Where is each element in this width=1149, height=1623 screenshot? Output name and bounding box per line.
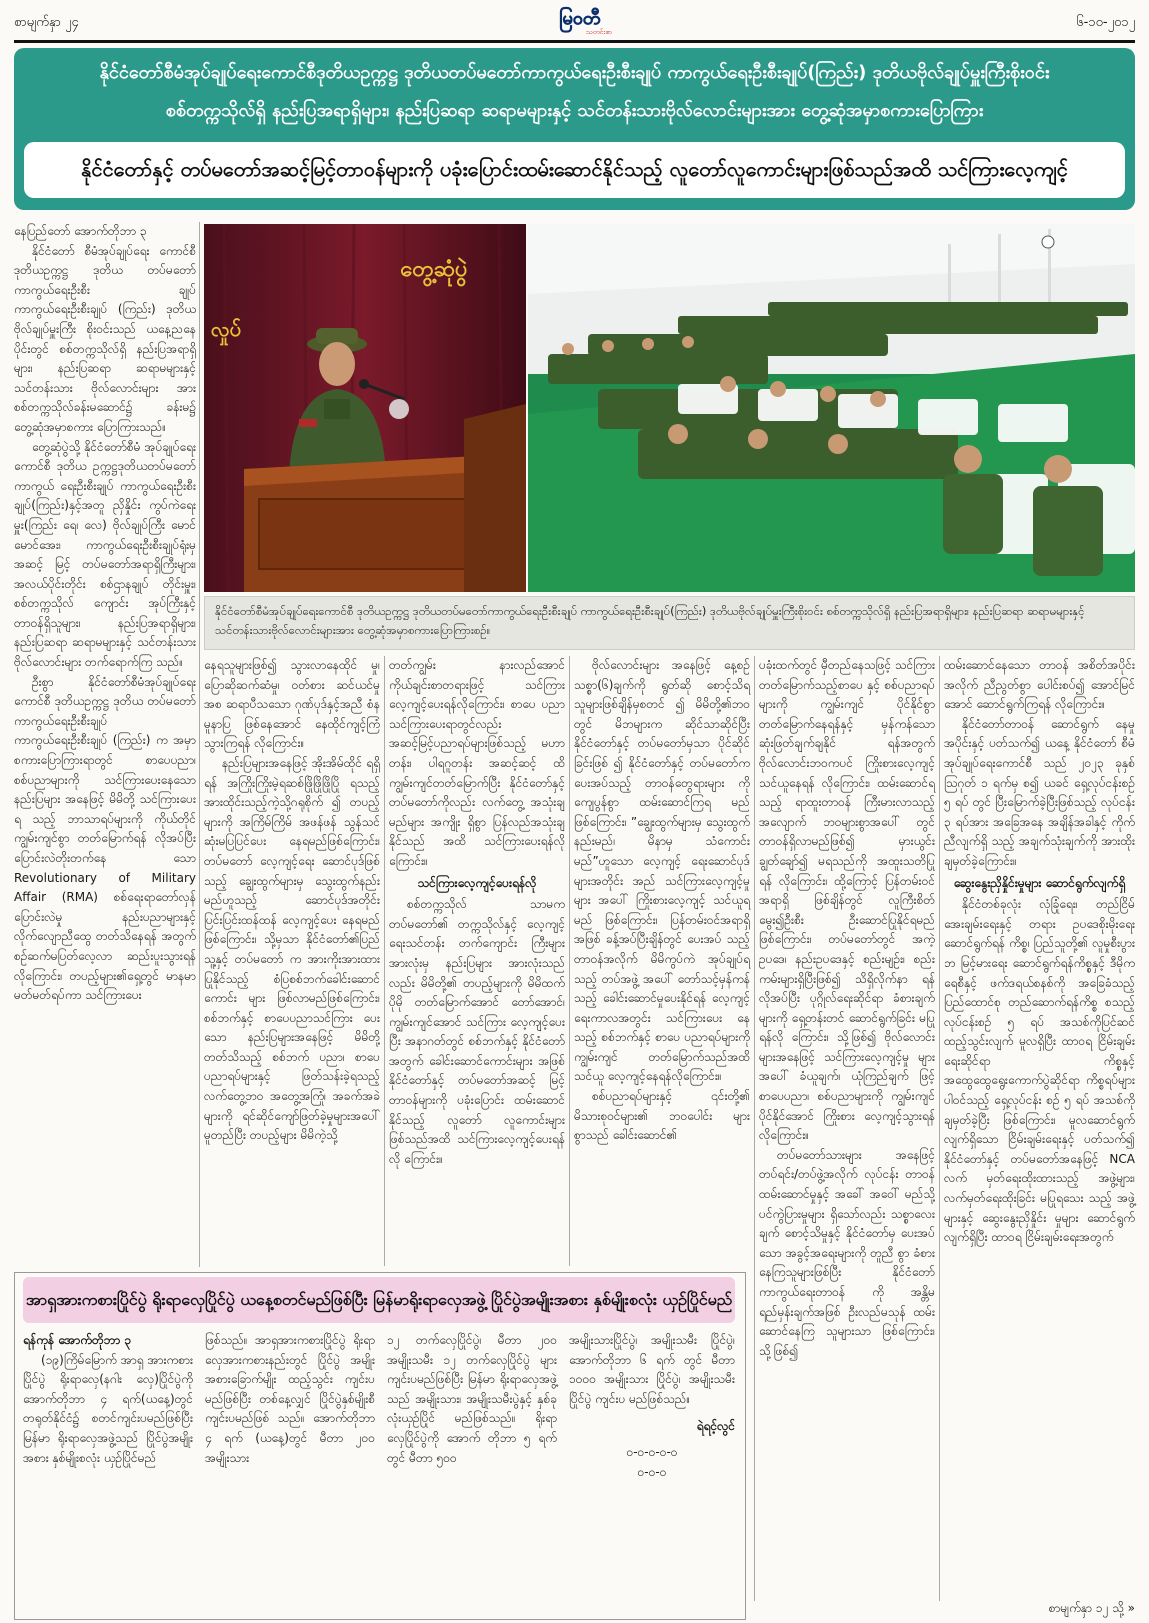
article-paragraph: နိုင်ငံတော် စီမံအုပ်ချုပ်ရေး ကောင်စီ ဒုတိယဥက္ကဋ္ဌ ဒုတိယ တပ်မတော် ကာကွယ်ရေးဦးစီး ချုပ် ကာကွယ်ရေးဦးစီးချုပ် (ကြည်း) ဒုတိယဗိုလ်ချုပ်မှူးကြီး စိုးဝင်းသည် ယနေ့ညနေပိုင်းတွင် စစ်တက္ကသိုလ်ရှိ နည်းပြအရာရှိ များ၊ နည်းပြဆရာ ဆရာမများနှင့် သင်တန်းသား ဗိုလ်လောင်းများ အား စစ်တက္ကသိုလ်ခန်းမဆောင်၌ ခန်းမ၌ တွေ့ဆုံအမှာစကား ပြောကြားသည်။: [14, 243, 196, 434]
page-number: စာမျက်နှာ ၂၄: [14, 15, 79, 30]
boat-race-article-box: [14, 1272, 746, 1620]
boat-race-dateline: ရန်ကုန် အောက်တိုဘာ ၃: [23, 1333, 132, 1347]
boat-race-paragraph: ၁၂ တက်လှေပြိုင်ပွဲ၊ မီတာ ၂၀၀ အမျိုးသမီး ၁၂ တက်လှေပြိုင်ပွဲ များ ကျင်းပမည်ဖြစ်ပြီး မြန်မာ ရိုးရာလှေအဖွဲ့သည် အမျိုးသား၊ အမျိုးသမီးပွဲနှင့် နှစ်ခုလုံးယှဉ်ပြိုင် မည်ဖြစ်သည်။ ရိုးရာလှေပြိုင်ပွဲကို အောက် တိုဘာ ၅ ရက်တွင် မီတာ ၅၀၀: [387, 1333, 557, 1465]
article-paragraph: နည်းပြများအနေဖြင့် အိုးအိမ်ထိုင် ရရှိရန် အကြိုးကြိုးမဲ့ရဆစ်ဖြိုဖြိုဖြိုပြို ရသည့် အားထိုင်းသည့်ကဲ့သို့ဂရုစိုက် ၍ တပည့်များကို အကြိမ်ကြိမ် အဖန်ဖန် သွန်သင်ဆုံးမပြပြင်ပေး နေရမည်ဖြစ်ကြောင်း၊ တပ်မတော် လေ့ကျင့်ရေး ဆောင်ပုဒ်ဖြစ်သည့် ချွေးထွက်များမှ သွေးထွက်နည်း မည်ဟူသည့် ဆောင်ပုဒ်အတိုင်း ပြင်းပြင်းထန်ထန် လေ့ကျင့်ပေး နေရမည်ဖြစ်ကြောင်း၊ သို့မှသာ နိုင်ငံတော်၏ပြည်သူ့နှင့် တပ်မတော် က အားကိုးအားထားပြုနိုင်သည့် စံပြစစ်ဘက်ခေါင်းဆောင်ကောင်း များ ဖြစ်လာမည်ဖြစ်ကြောင်း၊ စစ်ဘက်နှင့် စာပေပညာသင်ကြား ပေးသော နည်းပြများအနေဖြင့် မိမိတို့ တတ်သိသည့် စစ်ဘက် ပညာ၊ စာပေပညာရပ်များနှင့် ဖြတ်သန်းခဲ့ရသည့် လက်တွေ့ဘဝ အတွေ့အကြုံ၊ အခက်အခဲများကို ရင်ဆိုင်ကျော်ဖြတ်ခဲ့မှုများအပေါ် မူတည်ပြီး တပည့်များ မိမိကဲ့သို့: [204, 755, 380, 1143]
article-paragraph: ဗိုလ်လောင်းများ အနေဖြင့် နေ့စဉ် သစ္စာ(၆)ချက်ကို ရွတ်ဆို စောင့်သိရသူများဖြစ်ချိန်မှစတင် ၍ မိမိတို့၏ဘဝတွင် မိဘများက ဆိုင်သာဆိုင်ပြီး နိုင်ငံတော်နှင့် တပ်မတော်မှသာ ပိုင်ဆိုင်ခြင်းဖြစ် ၍ နိုင်ငံတော်နှင့် တပ်မတော်က ပေးအပ်သည့် တာဝန်တွေရားများ ကို ကျေပွန်စွာ ထမ်းဆောင်ကြရ မည်ဖြစ်ကြောင်း၊ ”ချွေးထွက်များမှ သွေးထွက်နည်းမည်၊ မိနာမှ သံကောင်းမည်”ဟူသော လေ့ကျင့် ရေးဆောင်ပုဒ်များအတိုင်း အည် သင်ကြားလေ့ကျင့်မှုများ အပေါ် ကြိုးစားလေ့ကျင့် သင်ယူရမည် ဖြစ်ကြောင်း၊ ပြန်တမ်းဝင်အရာရှိ အဖြစ် ခန့်အပ်ပြီးချိန်တွင် ပေးအပ် သည့်တာဝန်အလိုက် မိမိကွပ်ကဲ အုပ်ချုပ်ရသည့် တပ်အဖွဲ့ အပေါ် တော်သင့်မှန်ကန်သည့် ခေါင်းဆောင်မှုပေးနိုင်ရန် လေ့ကျင့် ရေးကာလအတွင်း သင်ကြားပေး နေသည့် စစ်ဘက်နှင့် စာပေ ပညာရပ်များကို ကျွမ်းကျင် တတ်မြောက်သည်အထိ သင်ယူ လေ့ကျင့်နေရန်လိုကြောင်း။: [574, 658, 750, 1084]
article-paragraph: စစ်တက္ကသိုလ် သာမက တပ်မတော်၏ တက္ကသိုလ်နှင့် လေ့ကျင့်ရေးသင်တန်း တက်ကျောင်း ကြီးများအားလုံးမှ နည်းပြများ အားလုံးသည်လည်း မိမိတို့၏ တပည့်များကို မိမိထက် ပိုမို တတ်မြောက်အောင် တော်အောင်၊ ကျွမ်းကျင်အောင် သင်ကြား လေ့ကျင့်ပေးပြီး အနာဂတ်တွင် စစ်ဘက်နှင့် နိုင်ငံတော်အတွက် ခေါင်းဆောင်ကောင်းများ အဖြစ် နိုင်ငံတော်နှင့် တပ်မတော်အဆင့် မြင့်တာဝန်များကို ပခုံးပြောင်း ထမ်းဆောင်နိုင်သည့် လူတော် လူကောင်းများ ဖြစ်သည်အထိ သင်ကြားလေ့ကျင့်ပေးရန် လို ကြောင်း။: [389, 897, 565, 1166]
article-paragraph: တပ်မတော်သားများ အနေဖြင့် တပ်ရင်း/တပ်ဖွဲ့အလိုက် လုပ်ငန်း တာဝန် ထမ်းဆောင်မှုနှင့် အခေါ် အဝေါ် မည်သို့ပင်ကွဲပြားမှုများ ရှိသော်လည်း သစ္စာလေးချက် စောင့်သိမှုနှင့် နိုင်ငံတော်မှ ပေးအပ် သော အခွင့်အရေးများကို တူညီ စွာ ခံစားနေကြသူများဖြစ်ပြီး နိုင်ငံတော် ကာကွယ်ရေးတာဝန် ကို အန္တိမ ရည်မှန်းချက်အဖြစ် ဦးလည်မသုန် ထမ်းဆောင်နေကြ သူများသာ ဖြစ်ကြောင်း၊ သို့ဖြစ်၍: [759, 1147, 935, 1358]
boat-race-byline: ရဲရင့်လွင်: [696, 1419, 735, 1434]
article-column-2: [204, 656, 380, 1146]
article-paragraph: ဦးစွာ နိုင်ငံတော်စီမံအုပ်ချုပ်ရေး ကောင်စီ ဒုတိယဥက္ကဋ္ဌ ဒုတိယ တပ်မတော် ကာကွယ်ရေးဦးစီးချုပ် ကာကွယ်ရေးဦးစီးချုပ် (ကြည်း) က အမှာစကားပြောကြားရာတွင် စာပေပညာ၊ စစ်ပညာများကို သင်ကြားပေးနေသော နည်းပြများ အနေဖြင့် မိမိတို့ သင်ကြားပေးရ သည့် ဘာသာရပ်များကို ကိုယ်တိုင် ကျွမ်းကျင်စွာ တတ်မြောက်ရန် လိုအပ်ပြီး ပြောင်းလဲတိုးတက်နေ သော Revolutionary of Military Affair (RMA) စစ်ရေးရာတော်လှန် ပြောင်းလဲမှု နည်းပညာများနှင့် လိုက်လျောညီထွေ တတ်သိနေရန် အတွက် စဉ်ဆက်မပြတ်လေ့လာ ဆည်းပူးသွားရန် လိုကြောင်း၊ တပည့်များ၏ရှေ့တွင် မာနမာ မတ်မတ်ရပ်ကာ သင်ကြားပေး: [14, 674, 196, 1003]
article-paragraph: နေရသူများဖြစ်၍ သွားလာနေထိုင် မှု၊ ပြောဆိုဆက်ဆံမှု၊ ဝတ်စား ဆင်ယင်မှုအစ ဆရာပီသသော ဂုဏ်ပုဒ်နှင့်အညီ စံနမူနာပြ ဖြစ်နေအောင် နေထိုင်ကျင့်ကြံ သွားကြရန် လိုကြောင်း။: [204, 658, 380, 751]
article-column-5: [759, 656, 935, 1361]
boat-race-column-1: [23, 1331, 193, 1468]
subheadline-box: [24, 142, 1125, 198]
article-column-1: [14, 222, 196, 1006]
article-column-4: [574, 656, 750, 1146]
issue-date: ၆-၁၀-၂၀၁၂: [1076, 15, 1135, 30]
column-rule: [569, 656, 570, 1266]
masthead-rule: [14, 40, 1135, 43]
headline-line-1: နိုင်ငံတော်စီမံအုပ်ချုပ်ရေးကောင်စီဒုတိယဥက္ကဋ္ဌ ဒုတိယတပ်မတော်ကာကွယ်ရေးဦးစီးချုပ် ကာကွယ်ရေးဦးစီးချုပ်(ကြည်း) ဒုတိယဗိုလ်ချုပ်မှူးကြီးစိုးဝင်း: [99, 62, 1050, 83]
ornament-divider: ၀-၀-၀-၀-၀: [626, 1444, 678, 1459]
logo-text: မြဝတီ: [559, 8, 601, 29]
ornament-divider-2: ၀-၀-၀: [637, 1464, 667, 1479]
photo-audience-hall: [528, 224, 1135, 592]
article-paragraph: စစ်ပညာရပ်များနှင့် ၎င်းတို့၏ မိသားစုဝင်များ၏ ဘဝပေါင်း များစွာသည် ခေါင်းဆောင်၏: [574, 1089, 750, 1143]
newspaper-logo: [519, 4, 641, 36]
banner-sign-text: တွေ့ဆုံပွဲ: [400, 257, 468, 282]
article-subheading: သင်ကြားလေ့ကျင့်ပေးရန်လို: [417, 875, 537, 890]
headline-banner: [14, 48, 1135, 210]
boat-race-paragraph: (၁၉)ကြိမ်မြောက် အာရှ အားကစားပြိုင်ပွဲ ရိုးရာလှေ(နဂါး လှေ)ပြိုင်ပွဲကို အောက်တိုဘာ ၄ ရက်(ယနေ့)တွင် တရုတ်နိုင်ငံ၌ စတင်ကျင်းပမည်ဖြစ်ပြီး မြန်မာ ရိုးရာလှေအဖွဲ့သည် ပြိုင်ပွဲအမျိုး အစား နှစ်မျိုးစလုံး ယှဉ်ပြိုင်မည်: [23, 1352, 193, 1465]
logo-sub: သတင်းစာ: [585, 28, 613, 36]
column-rule: [384, 656, 385, 1266]
article-column-3: [389, 656, 565, 1169]
article-paragraph: ပခုံးထက်တွင် မှီတည်နေသဖြင့် သင်ကြားတတ်မြောက်သည့်စာပေ နှင့် စစ်ပညာရပ်များကို ကျွမ်းကျင် ပိုင်နိုင်စွာ တတ်မြောက်နေရန်နှင့် မှန်ကန်သော ဆုံးဖြတ်ချက်ချနိုင် ရန်အတွက် ဗိုလ်လောင်းဘဝကပင် ကြိုးစားလေ့ကျင့် သင်ယူနေရန် လိုကြောင်း၊ ထမ်းဆောင်ရသည့် ရာထူးတာဝန် ကြီးမားလာသည့် အလျောက် ဘဝများစွာအပေါ် တွင် တာဝန်ရှိလာမည်ဖြစ်၍ မှားယွင်းချွတ်ချော်၍ မရသည်ကို အထူးသတိပြုရန် လိုကြောင်း၊ ထို့ကြောင့် ပြန်တမ်းဝင်အရာရှိ ဖြစ်ချိန်တွင် လူကြီးစိတ်မွေး၍ဦးစီး ဦးဆောင်ပြုနိုင်ရမည်ဖြစ်ကြောင်း၊ တပ်မတော်တွင် အကဲ့ဥပဒေ၊ နည်းဥပဒေနှင့် စည်းမျဉ်း၊ စည်း ကမ်းများရှိပြီးဖြစ်၍ သိရှိလိုက်နာ ရန် လိုအပ်ပြီး ပုဂ္ဂိုလ်ရေးဆိုင်ရာ ခံစားချက်များကို ရှေ့တန်းတင် ဆောင်ရွက်ခြင်း မပြုရန်လို ကြောင်း၊ သို့ဖြစ်၍ ဗိုလ်လောင်း များအနေဖြင့် သင်ကြားလေ့ကျင့်မှု များအပေါ် ခံယူချက်၊ ယုံကြည်ချက် ဖြင့် စာပေပညာ၊ စစ်ပညာများကို ကျွမ်းကျင်ပိုင်နိုင်အောင် ကြိုးစား လေ့ကျင့်သွားရန် လိုကြောင်း။: [759, 658, 935, 1143]
article-dateline: နေပြည်တော် အောက်တိုဘာ ၃: [14, 224, 147, 238]
article-paragraph: တတ်ကျွမ်း နားလည်အောင် ကိုယ်ချင်းစာတရားဖြင့် သင်ကြား လေ့ကျင့်ပေးရန်လိုကြောင်း၊ စာပေ ပညာ သင်ကြားပေးရာတွင်လည်း အဆင့်မြင့်ပညာရပ်များဖြစ်သည့် မဟာတန်း၊ ပါရဂူတန်း အဆင့်ဆင့် ထိ ကျွမ်းကျင်တတ်မြောက်ပြီး နိုင်ငံတော်နှင့် တပ်မတော်ကိုလည်း လက်တွေ့ အသုံးချမည်များ အကျိုး ရှိစွာ ပြန်လည်အသုံးချနိုင်သည် အထိ သင်ကြားပေးရန်လိုကြောင်း။: [389, 658, 565, 868]
masthead: [14, 4, 1135, 38]
article-paragraph: တွေ့ဆုံပွဲသို့ နိုင်ငံတော်စီမံ အုပ်ချုပ်ရေးကောင်စီ ဒုတိယ ဥက္ကဋ္ဌဒုတိယတပ်မတော်ကာကွယ် ရေးဦးစီးချုပ် ကာကွယ်ရေးဦးစီး ချုပ်(ကြည်း)နှင့်အတူ ညှိနှိုင်း ကွပ်ကဲရေးမှူး(ကြည်း ရေ၊ လေ) ဗိုလ်ချုပ်ကြီး မောင်မောင်အေး၊ ကာကွယ်ရေးဦးစီးချုပ်ရုံးမှ အဆင့် မြင့် တပ်မတော်အရာရှိကြီးများ၊ အလယ်ပိုင်းတိုင်း စစ်ဌာနချုပ် တိုင်းမှူး၊ စစ်တက္ကသိုလ် ကျောင်း အုပ်ကြီးနှင့် တာဝန်ရှိသူများ၊ နည်းပြအရာရှိများ၊ နည်းပြဆရာ ဆရာမများနှင့် သင်တန်းသား ဗိုလ်လောင်းများ တက်ရောက်ကြ သည်။: [14, 439, 196, 670]
subheadline: နိုင်ငံတော်နှင့် တပ်မတော်အဆင့်မြင့်တာဝန်များကို ပခုံးပြောင်းထမ်းဆောင်နိုင်သည့် လူတော်လူကောင်းများဖြစ်သည်အထိ သင်ကြားလေ့ကျင့်: [81, 157, 1068, 181]
boat-race-column-4: [569, 1331, 735, 1482]
boat-race-column-2: [205, 1331, 375, 1468]
boat-race-paragraph: အမျိုးသားပြိုင်ပွဲ၊ အမျိုးသမီး ပြိုင်ပွဲ၊ အောက်တိုဘာ ၆ ရက် တွင် မီတာ ၁၀၀၀ အမျိုးသား ပြိုင်ပွဲ၊ အမျိုးသမီးပြိုင်ပွဲ ကျင်းပ မည်ဖြစ်သည်။: [569, 1333, 735, 1406]
boat-race-headline: အာရှအားကစားပြိုင်ပွဲ ရိုးရာလှေပြိုင်ပွဲ ယနေ့စတင်မည်ဖြစ်ပြီး မြန်မာရိုးရာလှေအဖွဲ့ ပြိုင်ပွဲအမျိုးအစား နှစ်မျိုးစလုံး ယှဉ်ပြိုင်မည်: [23, 1277, 735, 1323]
continued-on-page: စာမျက်နှာ ၁၂ သို့ »: [1048, 1601, 1135, 1615]
banner-sign-text-2: လှုပ်: [210, 317, 242, 341]
boat-race-paragraph: ဖြစ်သည်။ အာရှအားကစားပြိုင်ပွဲ ရိုးရာ လှေအားကစားနည်းတွင် ပြိုင်ပွဲ အမျိုးအစားခြောက်မျိုး ထည့်သွင်း ကျင်းပမည်ဖြစ်ပြီး တစ်နေ့လျှင် ပြိုင်ပွဲနှစ်မျိုးစီ ကျင်းပမည်ဖြစ် သည်။ အောက်တိုဘာ ၄ ရက် (ယနေ့)တွင် မီတာ ၂၀၀ အမျိုးသား: [205, 1333, 375, 1465]
headline-line-2: စစ်တက္ကသိုလ်ရှိ နည်းပြအရာရှိများ၊ နည်းပြဆရာ ဆရာမများနှင့် သင်တန်းသားဗိုလ်လောင်းများအား တွေ့ဆုံအမှာစကားပြောကြား: [165, 100, 984, 121]
article-subheading: ဆွေးနွေးညှိနှိုင်းမှုများ ဆောင်ရွက်လျက်ရှိ: [953, 875, 1126, 890]
article-paragraph: ထမ်းဆောင်နေသော တာဝန် အစိတ်အပိုင်းအလိုက် ညီညွတ်စွာ ပေါင်းစပ်၍ အောင်မြင်အောင် ဆောင်ရွက်ကြရန် လိုကြောင်း။: [944, 658, 1135, 712]
boat-race-column-3: [387, 1331, 557, 1468]
column-rule: [939, 656, 940, 1601]
article-column-6: [944, 656, 1135, 1248]
photo-caption: နိုင်ငံတော်စီမံအုပ်ချုပ်ရေးကောင်စီ ဒုတိယဥက္ကဋ္ဌ ဒုတိယတပ်မတော်ကာကွယ်ရေးဦးစီးချုပ် ကာကွယ်ရေးဦးစီးချုပ်(ကြည်း) ဒုတိယဗိုလ်ချုပ်မှူးကြီးစိုးဝင်း စစ်တက္ကသိုလ်ရှိ နည်းပြအရာရှိများ၊ နည်းပြဆရာ ဆရာမများနှင့် သင်တန်းသားဗိုလ်လောင်းများအား တွေ့ဆုံအမှာစကားပြောကြားစဉ်။: [204, 596, 1135, 650]
article-paragraph: နိုင်ငံတော်တာဝန် ဆောင်ရွက် နေမှုအပိုင်းနှင့် ပတ်သက်၍ ယနေ့ နိုင်ငံတော် စီမံအုပ်ချုပ်ရေးကောင်စီ သည် ၂၀၂၃ ခုနှစ် ဩဂုတ် ၁ ရက်မှ စ၍ ယခင် ရှေ့လုပ်ငန်းစဉ် ၅ ရပ် တွင် ပြီးမြောက်ခဲ့ပြီးဖြစ်သည့် လုပ်ငန်း ၃ ရပ်အား အခြေအနေ အချိန်အခါနှင့် ကိုက်ညီလျက်ရှိ သည့် အချက်သုံးချက်ကို အားထိုး ချမှတ်ခဲ့ကြောင်း။: [944, 716, 1135, 868]
photo-area: [204, 224, 1135, 592]
column-rule: [199, 222, 200, 1267]
column-rule: [754, 656, 755, 1601]
article-paragraph: နိုင်ငံတစ်ခုလုံး လုံခြုံရေး၊ တည်ငြိမ်အေးချမ်းရေးနှင့် တရား ဥပဒေစိုးမိုးရေး ဆောင်ရွက်ရန် ကိစ္စ၊ ပြည်သူတို့၏ လူမှုစီးပွားဘ မြင့်မားရေး ဆောင်ရွက်ရန်ကိစ္စနှင့် ဒီမိုကရေစီနှင့် ဖက်ဒရယ်စနစ်ကို အခြေခံသည့် ပြည်ထောင်စု တည်ဆောက်ရန်ကိစ္စ စသည့် လုပ်ငန်းစဉ် ၅ ရပ် အသစ်ကိုပြင်ဆင် ထည့်သွင်းလျက် မူလရှိပြီး ထာဝရ ငြိမ်းချမ်းရေးဆိုင်ရာ ကိစ္စနှင့် အထွေထွေရွေးကောက်ပွဲဆိုင်ရာ ကိစ္စရပ်များပါဝင်သည့် ရှေ့လုပ်ငန်း စဉ် ၅ ရပ် အသစ်ကို ချမှတ်ခဲ့ပြီး ဖြစ်ကြောင်း၊ မူလဆောင်ရွက် လျက်ရှိသော ငြိမ်းချမ်းရေးနှင့် ပတ်သက်၍ နိုင်ငံတော်နှင့် တပ်မတော်အနေဖြင့် NCA လက် မှတ်ရေးထိုးထားသည့် အဖွဲ့များ၊ လက်မှတ်ရေးထိုးခြင်း မပြုရသေး သည့် အဖွဲ့များနှင့် ဆွေးနွေးညှိနှိုင်း မှုများ ဆောင်ရွက်လျက်ရှိပြီး ထာဝရ ငြိမ်းချမ်းရေးအတွက်: [944, 897, 1135, 1245]
photo-speaker-at-podium: [204, 224, 526, 592]
